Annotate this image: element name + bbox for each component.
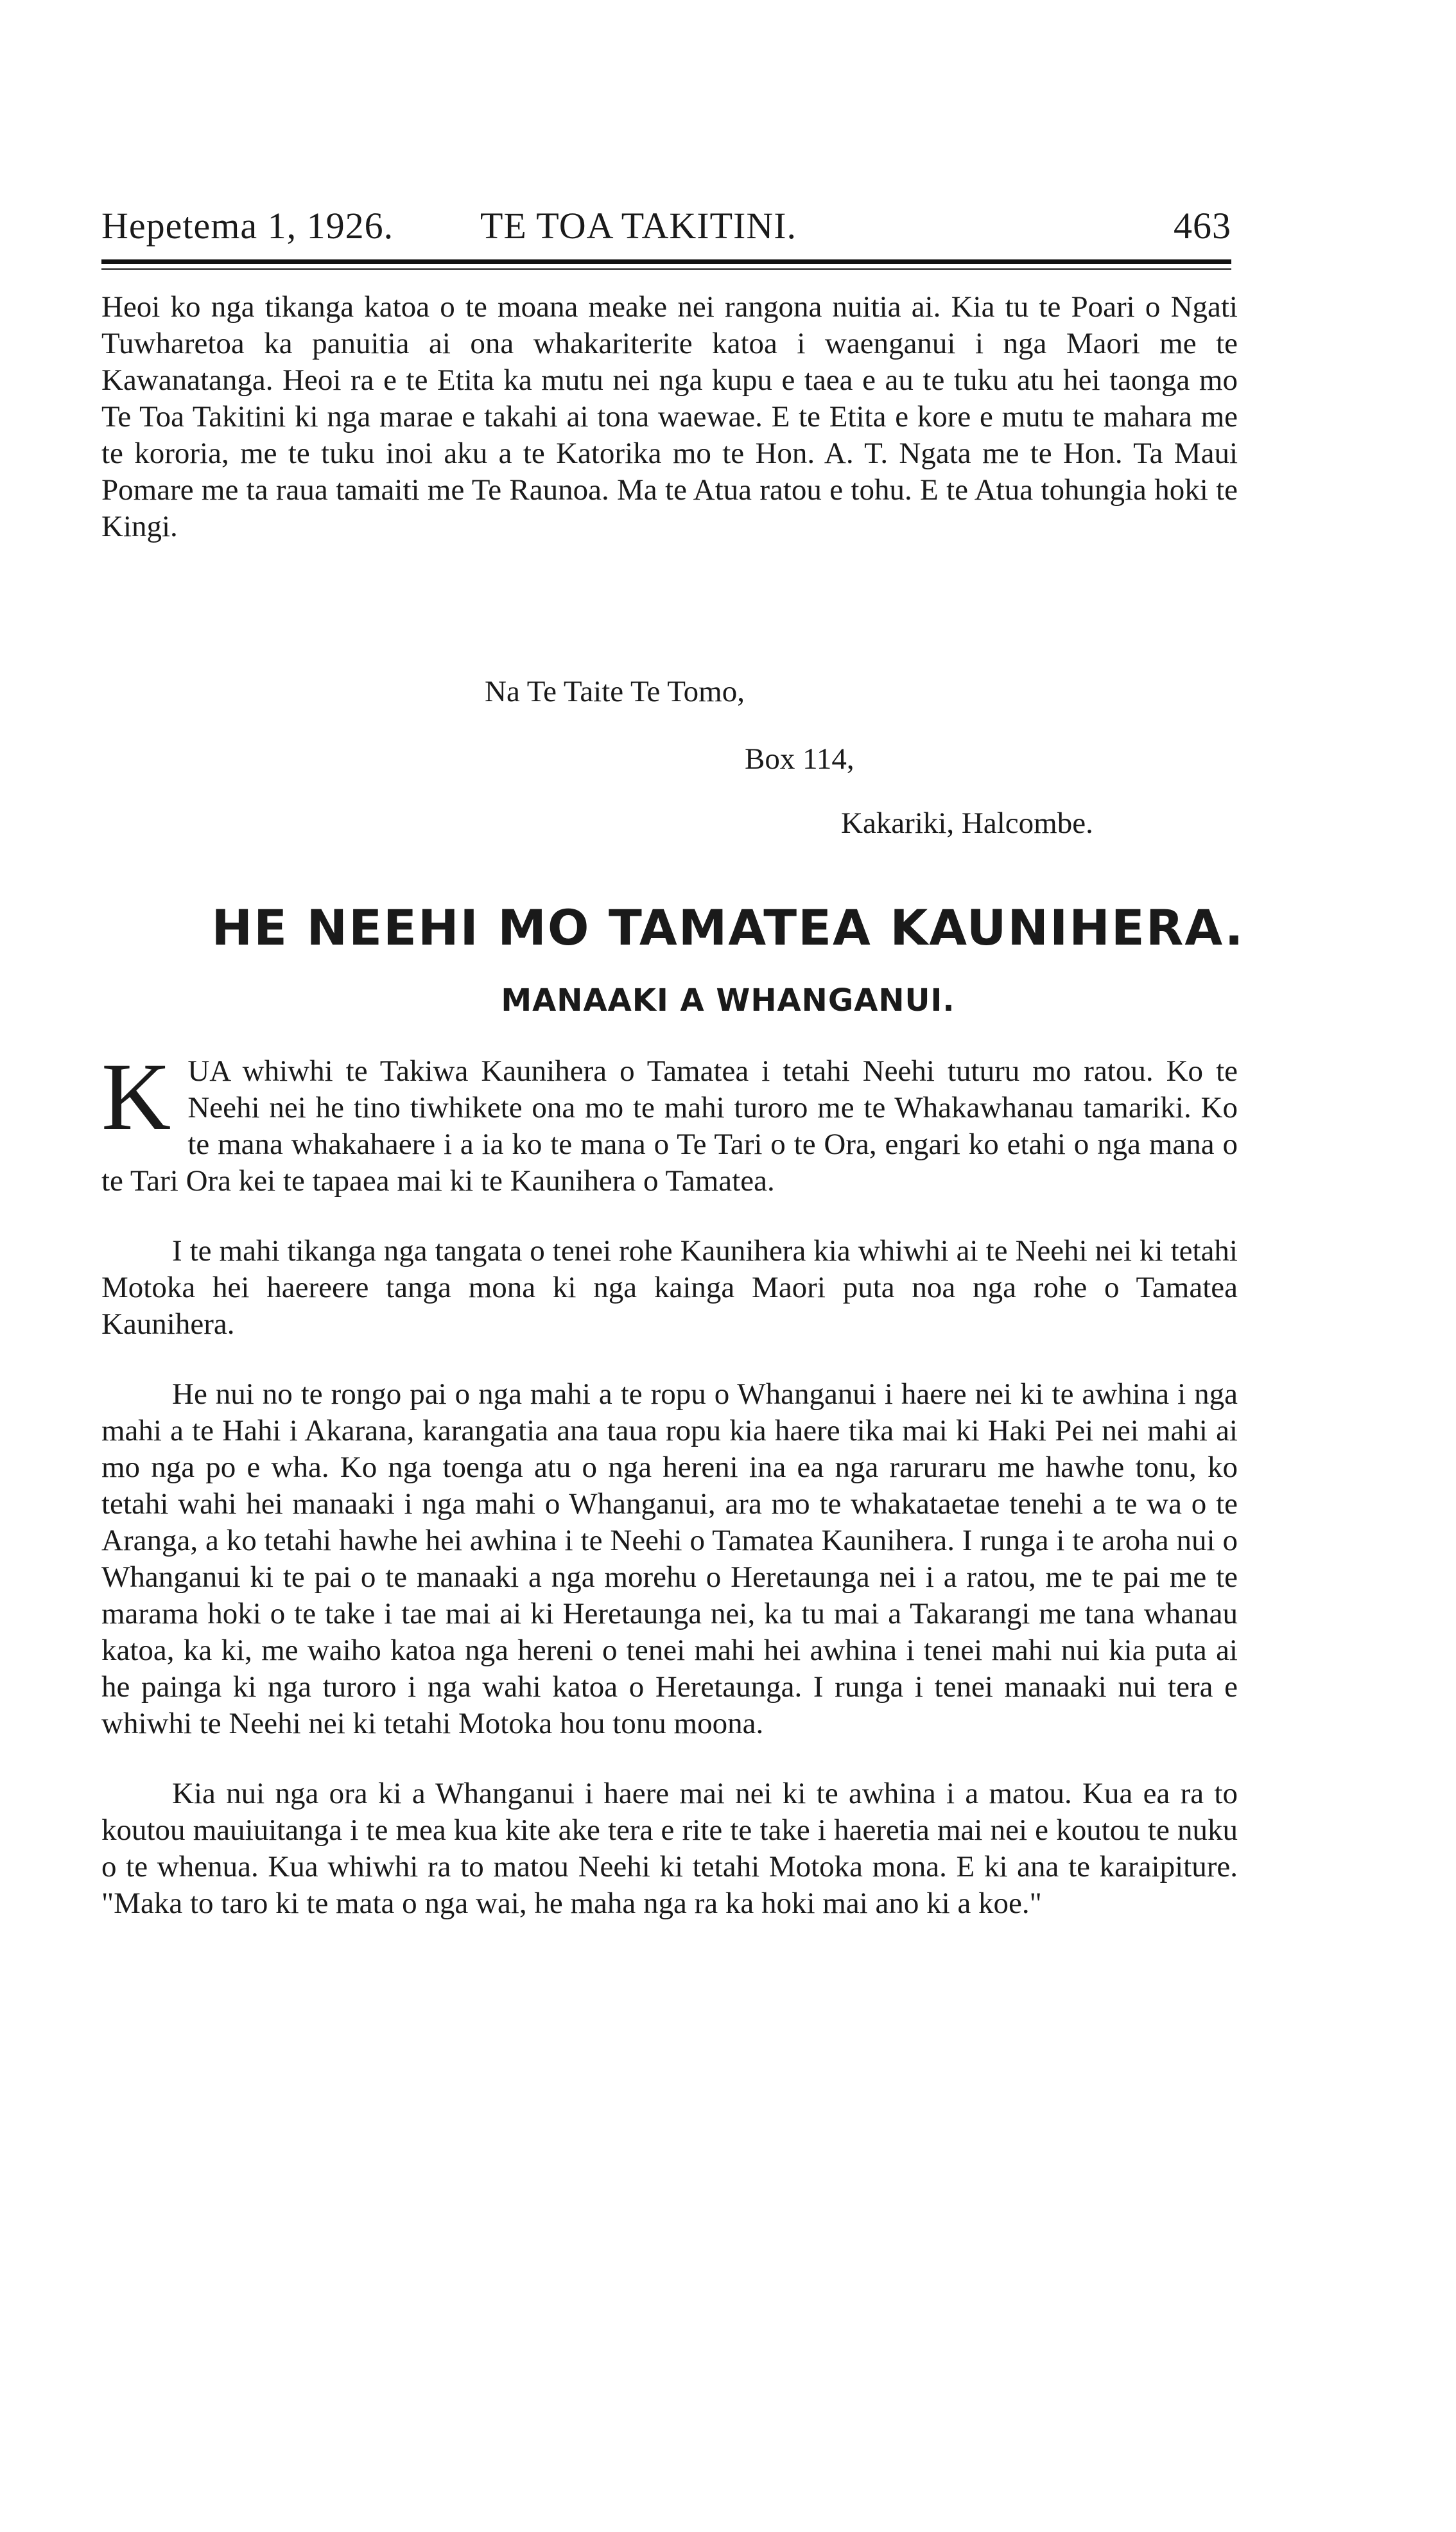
drop-cap: K (101, 1043, 171, 1150)
running-head (101, 204, 1231, 256)
article-paragraph-2: I te mahi tikanga nga tangata o tenei rohe Kaunihera kia whiwhi ai te Neehi nei ki tetahi Motoka hei haereere tanga mona ki nga kainga Maori puta noa nga rohe o Tamatea Kaunihera. (101, 1234, 1238, 1341)
issue-date: Hepetema 1, 1926. (101, 205, 394, 247)
article-subtitle: MANAAKI A WHANGANUI. (501, 982, 955, 1018)
article-paragraph-1 (101, 1043, 1238, 1200)
article-paragraph-3: He nui no te rongo pai o nga mahi a te ropu o Whanganui i haere nei ki te awhina i nga mahi a te Hahi i Akarana, karangatia ana taua ropu kia haere tika mai ki Haki Pei nei mahi ai mo nga po e wha. Ko nga toenga atu o nga hereni ina ea nga raruraru me hawhe tonu, ko tetahi wahi hei manaaki i nga mahi o Whanganui, ara mo te whakataetae tenehi a te wa o te Aranga, a ko tetahi hawhe hei awhina i te Neehi o Tamatea Kaunihera. I runga i te aroha nui o Whanganui ki te pai o te manaaki a nga morehu o Heretaunga nei i a ratou, me te pai me te marama hoki o te take i tae mai ai ki Heretaunga nei, ka tu mai a Takarangi me tana whanau katoa, ka ki, me waiho katoa nga hereni o tenei mahi hei awhina i tenei mahi nui kia puta ai he painga ki nga turoro i nga wahi katoa o Heretaunga. I runga i tenei manaaki nui tera e whiwhi te Neehi nei ki tetahi Motoka hou tonu moona. (101, 1377, 1238, 1740)
publication-title: TE TOA TAKITINI. (480, 205, 797, 247)
article-title: HE NEEHI MO TAMATEA KAUNIHERA. (211, 899, 1245, 956)
header-rule-thick (101, 259, 1231, 264)
signature-name: Na Te Taite Te Tomo, (485, 675, 745, 708)
header-rule-thin (101, 268, 1231, 270)
letter-paragraph: Heoi ko nga tikanga katoa o te moana meake nei rangona nuitia ai. Kia tu te Poari o Ngati Tuwharetoa ka panuitia ai ona whakariterite katoa i waenganui i nga Maori me te Kawanatanga. Heoi ra e te Etita ka mutu nei nga kupu e taea e au te tuku atu hei taonga mo Te Toa Takitini ki nga marae e takahi ai tona waewae. E te Etita e kore e mutu te mahara me te kororia, me te tuku inoi aku a te Katorika mo te Hon. A. T. Ngata me te Hon. Ta Maui Pomare me ta raua tamaiti me Te Raunoa. Ma te Atua ratou e tohu. E te Atua tohungia hoki te Kingi. (101, 290, 1238, 543)
signature-box: Box 114, (745, 742, 854, 776)
article-paragraph-1-text: UA whiwhi te Takiwa Kaunihera o Tamatea i tetahi Neehi tuturu mo ratou. Ko te Neehi nei he tino tiwhikete ona mo te mahi turoro me te Whakawhanau tamariki. Ko te mana whakahaere i a ia ko te mana o Te Tari o te Ora, engari ko etahi o nga mana o te Tari Ora kei te tapaea mai ki te Kaunihera o Tamatea. (101, 1054, 1238, 1198)
signature-place: Kakariki, Halcombe. (841, 807, 1093, 840)
article-paragraph-4: Kia nui nga ora ki a Whanganui i haere mai nei ki te awhina i a matou. Kua ea ra to koutou mauiuitanga i te mea kua kite ake tera e rite te take i haeretia mai nei e koutou te nuku o te whenua. Kua whiwhi ra to matou Neehi ki tetahi Motoka mona. E ki ana te karaipiture. "Maka to taro ki te mata o nga wai, he maha nga ra ka hoki mai ano ki a koe." (101, 1777, 1238, 1920)
letter-body (101, 289, 1238, 545)
article-body (101, 1043, 1238, 1955)
page-number: 463 (1174, 205, 1231, 247)
